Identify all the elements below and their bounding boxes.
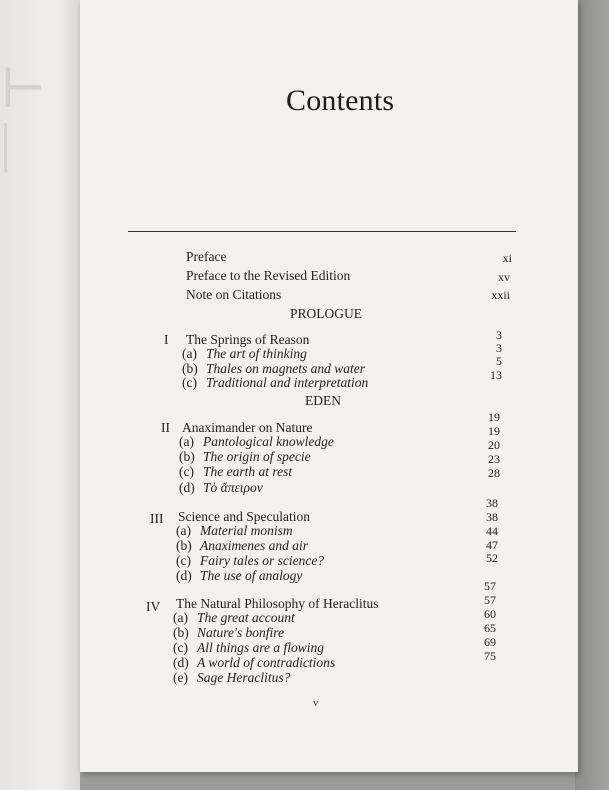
show-through-ghost: ⊢ | (0, 59, 47, 173)
section-title: Pantological knowledge (203, 434, 334, 449)
front-preface: Preface (186, 249, 227, 264)
chapter-numeral: II (161, 420, 170, 435)
section-page: 75 (484, 649, 496, 663)
section-label: (d) (173, 655, 189, 670)
section-label: (c) (179, 464, 194, 479)
section-label: (a) (179, 434, 194, 449)
section-page: 20 (488, 438, 500, 452)
section-page: 38 (486, 510, 498, 524)
section-title: Anaximenes and air (200, 538, 308, 553)
section-label: (d) (179, 480, 195, 495)
section-label: (c) (176, 553, 191, 568)
section-page: 13 (490, 368, 502, 382)
front-preface-page: xi (502, 251, 512, 265)
section-title: The earth at rest (203, 464, 293, 479)
front-revised-preface: Preface to the Revised Edition (186, 268, 351, 283)
front-note-citations-page: xxii (491, 288, 510, 302)
section-page: 19 (488, 424, 500, 438)
section-label: (b) (182, 361, 198, 376)
section-page: 60 (484, 607, 496, 621)
facing-page (0, 0, 80, 790)
chapter-numeral: I (164, 332, 169, 347)
front-note-citations: Note on Citations (186, 287, 282, 302)
section-page: 23 (488, 452, 500, 466)
section-label: (b) (176, 538, 192, 553)
section-page: 47 (486, 538, 498, 552)
section-page: 44 (486, 524, 498, 538)
chapter-title: The Natural Philosophy of Heraclitus (176, 596, 379, 611)
section-label: (a) (173, 610, 188, 625)
section-title: Thales on magnets and water (206, 361, 366, 376)
chapter-numeral: IV (146, 599, 161, 614)
chapter-page: 57 (484, 579, 496, 593)
section-title: Fairy tales or science? (200, 553, 325, 568)
section-label: (b) (179, 449, 195, 464)
section-page: 57 (484, 593, 496, 607)
section-label: (d) (176, 568, 192, 583)
section-page: 5 (496, 354, 502, 368)
section-title: The use of analogy (200, 568, 303, 583)
part-heading-prologue: PROLOGUE (290, 306, 363, 321)
title-rule (128, 231, 516, 232)
section-title: All things are a flowing (197, 640, 325, 655)
section-title: The art of thinking (206, 346, 307, 361)
section-label: (c) (182, 375, 197, 390)
chapter-title: Science and Speculation (178, 509, 310, 524)
contents-page (80, 0, 578, 772)
chapter-page: 38 (486, 496, 498, 510)
front-revised-preface-page: xv (498, 270, 510, 284)
section-label: (b) (173, 625, 189, 640)
page-folio: v (313, 697, 319, 709)
section-label: (a) (176, 523, 191, 538)
chapter-title: Anaximander on Nature (182, 420, 313, 435)
section-title: The great account (197, 610, 295, 625)
section-title: Traditional and interpretation (206, 375, 369, 390)
section-page: 69 (484, 635, 496, 649)
section-title: A world of contradictions (197, 655, 336, 670)
chapter-title: The Springs of Reason (186, 332, 310, 347)
section-page: 3 (496, 341, 502, 355)
background-shadow (575, 0, 609, 790)
section-title: Material monism (200, 523, 293, 538)
section-title: Nature's bonfire (197, 625, 285, 640)
section-label: (a) (182, 346, 197, 361)
part-heading-eden: EDEN (305, 393, 341, 408)
section-label: (e) (173, 670, 188, 685)
chapter-page: 19 (488, 410, 500, 424)
section-title: The origin of specie (203, 449, 311, 464)
chapter-page: 3 (496, 328, 502, 342)
page-title: Contents (286, 84, 395, 117)
section-page: 65 (484, 621, 496, 635)
section-page: 52 (486, 551, 498, 565)
section-page: 28 (488, 466, 500, 480)
section-title: Sage Heraclitus? (197, 670, 291, 685)
section-title: Τὸ ἄπειρον (203, 480, 263, 495)
chapter-numeral: III (150, 511, 164, 526)
section-label: (c) (173, 640, 188, 655)
